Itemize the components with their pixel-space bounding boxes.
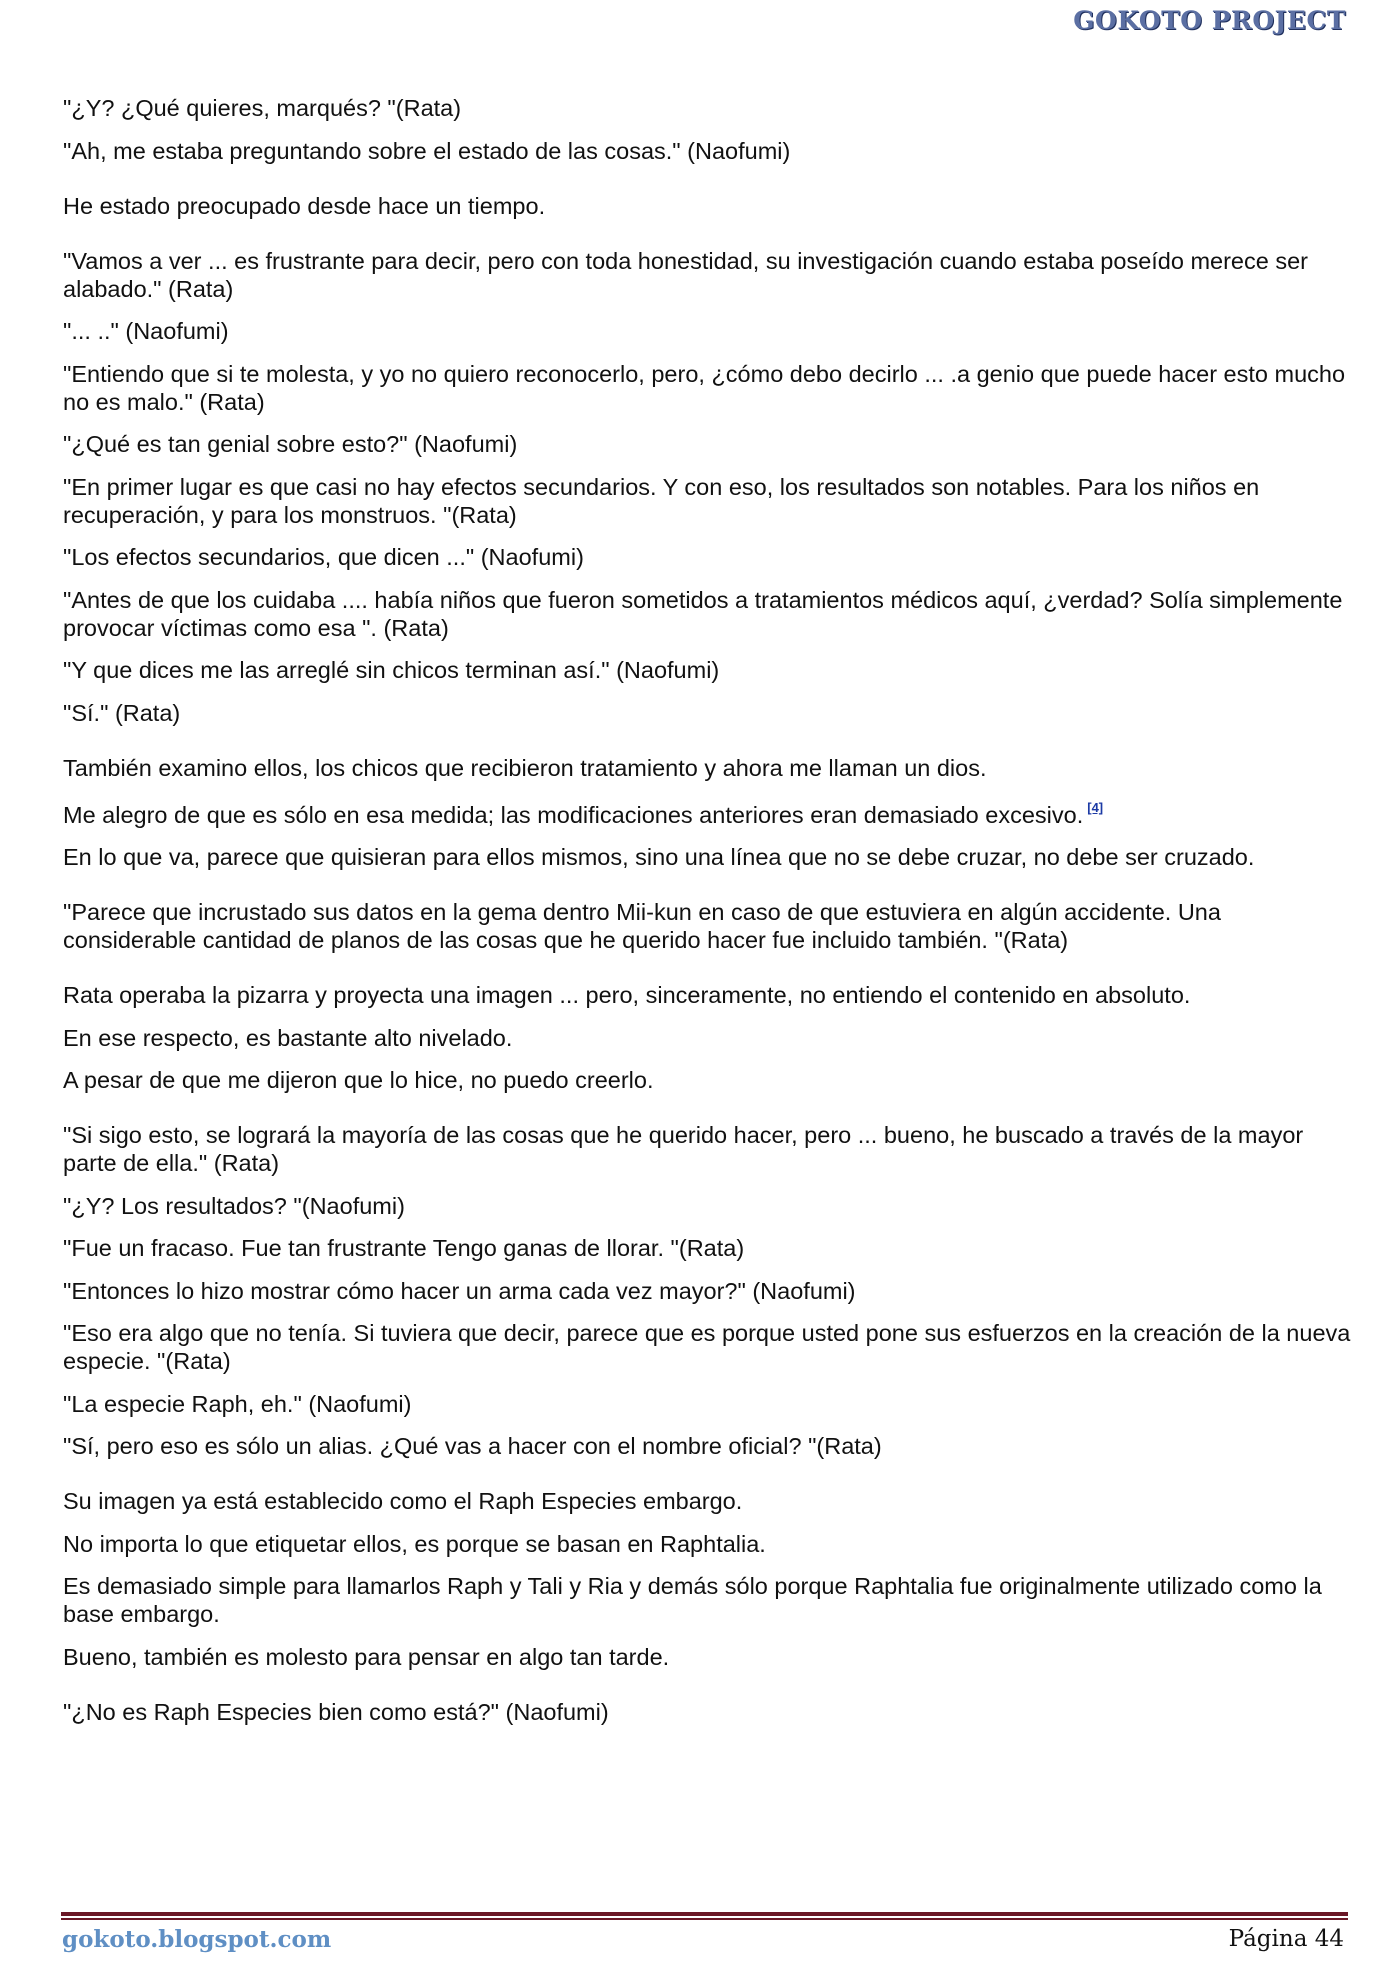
paragraph-text: "Antes de que los cuidaba .... había niños que fueron sometidos a tratamientos médicos aquí, ¿verdad? Solía simplemente provocar víctimas como esa ". (Rata) — [63, 586, 1343, 641]
paragraph-text: "¿No es Raph Especies bien como está?" (Naofumi) — [63, 1698, 609, 1725]
paragraph — [63, 543, 1353, 571]
paragraph — [63, 1234, 1353, 1262]
paragraph-text: "¿Qué es tan genial sobre esto?" (Naofumi) — [63, 431, 518, 457]
paragraph — [63, 699, 1353, 727]
paragraph-text: Rata operaba la pizarra y proyecta una imagen ... pero, sinceramente, no entiendo el contenido en absoluto. — [63, 982, 1191, 1009]
paragraph — [63, 1319, 1353, 1375]
paragraph-text: "La especie Raph, eh." (Naofumi) — [63, 1390, 412, 1417]
paragraph — [63, 1530, 1353, 1558]
paragraph-text: "Ah, me estaba preguntando sobre el estado de las cosas." (Naofumi) — [63, 137, 791, 164]
paragraph-text: "Los efectos secundarios, que dicen ..." (Naofumi) — [63, 544, 584, 570]
paragraph — [63, 192, 1353, 220]
paragraph — [63, 1121, 1353, 1177]
paragraph — [63, 1024, 1353, 1052]
paragraph-text: "Si sigo esto, se logrará la mayoría de las cosas que he querido hacer, pero ... bueno, he buscado a través de la mayor parte de ella." (Rata) — [63, 1122, 1304, 1177]
paragraph-text: "Fue un fracaso. Fue tan frustrante Tengo ganas de llorar. "(Rata) — [63, 1235, 745, 1262]
footer-page-number: Página 44 — [1228, 1926, 1344, 1952]
paragraph — [63, 1192, 1353, 1220]
paragraph-text: Bueno, también es molesto para pensar en algo tan tarde. — [63, 1643, 670, 1670]
paragraph-text: En ese respecto, es bastante alto nivelado. — [63, 1024, 513, 1051]
paragraph — [63, 137, 1353, 165]
paragraph — [63, 1572, 1353, 1628]
paragraph — [63, 1432, 1353, 1460]
paragraph-text: "Entonces lo hizo mostrar cómo hacer un arma cada vez mayor?" (Naofumi) — [63, 1277, 856, 1304]
paragraph-text: "En primer lugar es que casi no hay efectos secundarios. Y con eso, los resultados son notables. Para los niños en recuperación, y para los monstruos. "(Rata) — [63, 473, 1260, 528]
paragraph-text: He estado preocupado desde hace un tiempo. — [63, 192, 546, 219]
header-brand: GOKOTO PROJECT — [1073, 6, 1346, 35]
paragraph — [63, 898, 1353, 954]
paragraph-text: "Sí." (Rata) — [63, 699, 181, 726]
paragraph — [63, 1390, 1353, 1418]
paragraph-text: Me alegro de que es sólo en esa medida; las modificaciones anteriores eran demasiado excesivo. — [63, 801, 1084, 828]
paragraph — [63, 1643, 1353, 1671]
paragraph — [63, 360, 1353, 416]
footer-site-link[interactable]: gokoto.blogspot.com — [62, 1926, 332, 1953]
paragraph — [63, 656, 1353, 684]
paragraph — [63, 981, 1353, 1009]
paragraph-text: "Sí, pero eso es sólo un alias. ¿Qué vas a hacer con el nombre oficial? "(Rata) — [63, 1433, 882, 1460]
body-text — [63, 94, 1353, 1740]
paragraph — [63, 754, 1353, 782]
paragraph — [63, 1487, 1353, 1515]
paragraph — [63, 796, 1353, 829]
paragraph — [63, 1698, 1353, 1726]
paragraph — [63, 586, 1353, 642]
paragraph-text: A pesar de que me dijeron que lo hice, no puedo creerlo. — [63, 1067, 654, 1094]
paragraph-text: "... .." (Naofumi) — [63, 318, 229, 344]
paragraph-text: "¿Y? ¿Qué quieres, marqués? "(Rata) — [63, 95, 462, 121]
paragraph-text: "Entiendo que si te molesta, y yo no quiero reconocerlo, pero, ¿cómo debo decirlo ... .a genio que puede hacer esto mucho no es malo." (Rata) — [63, 360, 1346, 415]
footnote-reference-link[interactable]: [4] — [1087, 800, 1104, 815]
paragraph-text: Es demasiado simple para llamarlos Raph y Tali y Ria y demás sólo porque Raphtalia fue originalmente utilizado como la base embargo. — [63, 1573, 1322, 1628]
paragraph — [63, 317, 1353, 345]
paragraph — [63, 1066, 1353, 1094]
paragraph — [63, 430, 1353, 458]
paragraph-text: "Vamos a ver ... es frustrante para decir, pero con toda honestidad, su investigación cuando estaba poseído merece ser alabado." (Rata) — [63, 247, 1308, 302]
paragraph-text: "Y que dices me las arreglé sin chicos terminan así." (Naofumi) — [63, 657, 720, 683]
paragraph-text: En lo que va, parece que quisieran para ellos mismos, sino una línea que no se debe cruzar, no debe ser cruzado. — [63, 844, 1255, 871]
paragraph-text: "Eso era algo que no tenía. Si tuviera que decir, parece que es porque usted pone sus esfuerzos en la creación de la nueva especie. "(Rata) — [63, 1320, 1351, 1375]
paragraph — [63, 843, 1353, 871]
paragraph — [63, 247, 1353, 303]
paragraph-text: No importa lo que etiquetar ellos, es porque se basan en Raphtalia. — [63, 1530, 766, 1557]
footer-rule — [61, 1912, 1348, 1916]
paragraph-text: Su imagen ya está establecido como el Raph Especies embargo. — [63, 1488, 743, 1515]
footer-rule-thin — [61, 1918, 1348, 1920]
paragraph — [63, 473, 1353, 529]
paragraph-text: También examino ellos, los chicos que recibieron tratamiento y ahora me llaman un dios. — [63, 754, 987, 781]
paragraph-text: "¿Y? Los resultados? "(Naofumi) — [63, 1192, 405, 1219]
paragraph — [63, 94, 1353, 122]
paragraph-text: "Parece que incrustado sus datos en la gema dentro Mii-kun en caso de que estuviera en algún accidente. Una considerable cantidad de planos de las cosas que he querido hacer fue incluido también. "(Rata) — [63, 899, 1221, 954]
paragraph — [63, 1277, 1353, 1305]
